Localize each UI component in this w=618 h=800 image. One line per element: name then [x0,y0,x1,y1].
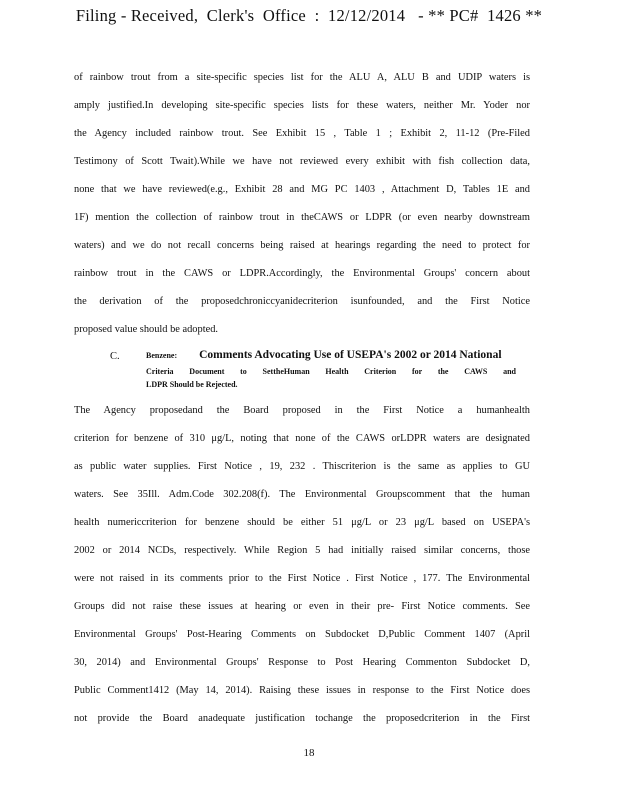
section-label: C. [110,351,120,362]
text-line: Environmental Groups' Post-Hearing Comments on Subdocket D,Public Comment 1407 (April [74,629,530,640]
text-line: criterion for benzene of 310 μg/L, noting that none of the CAWS orLDPR waters are designated [74,433,530,444]
section-subtitle-line: Criteria Document to SettheHuman Health Criterion for the CAWS and [146,367,516,376]
page-number: 18 [303,747,315,759]
text-line: the derivation of the proposedchroniccyanidecriterion isunfounded, and the First Notice [74,296,530,307]
section-title-text: Comments Advocating Use of USEPA's 2002 or 2014 National [199,349,502,361]
text-line: waters) and we do not recall concerns being raised at hearings regarding the need to protect for [74,240,530,251]
text-line: amply justified.In developing site-specific species lists for these waters, neither Mr. Yoder nor [74,100,530,111]
text-line: the Agency included rainbow trout. See Exhibit 15 , Table 1 ; Exhibit 2, 11-12 (Pre-Filed [74,128,530,139]
text-line: rainbow trout in the CAWS or LDPR.Accordingly, the Environmental Groups' concern about [74,268,530,279]
text-line: Public Comment1412 (May 14, 2014). Raising these issues in response to the First Notice does [74,685,530,696]
text-line: proposed value should be adopted. [74,324,218,335]
section-lead: Benzene: [146,351,178,360]
text-line: not provide the Board anadequate justification tochange the proposedcriterion in the First [74,713,530,724]
text-line: as public water supplies. First Notice , 19, 232 . Thiscriterion is the same as applies to GU [74,461,530,472]
section-subtitle-line: LDPR Should be Rejected. [146,380,238,389]
text-line: 1F) mention the collection of rainbow trout in theCAWS or LDPR (or even nearby downstream [74,212,530,223]
text-line: were not raised in its comments prior to the First Notice . First Notice , 177. The Environmental [74,573,530,584]
text-line: 30, 2014) and Environmental Groups' Response to Post Hearing Commenton Subdocket D, [74,657,530,668]
text-line: The Agency proposedand the Board proposed in the First Notice a humanhealth [74,405,530,416]
filing-header: Filing - Received, Clerk's Office : 12/12/2014 - ** PC# 1426 ** [75,6,543,25]
text-line: health numericcriterion for benzene should be either 51 μg/L or 23 μg/L based on USEPA's [74,517,530,528]
text-line: none that we have reviewed(e.g., Exhibit 28 and MG PC 1403 , Attachment D, Tables 1E and [74,184,530,195]
text-line: of rainbow trout from a site-specific species list for the ALU A, ALU B and UDIP waters is [74,72,530,83]
text-line: waters. See 35Ill. Adm.Code 302.208(f). The Environmental Groupscomment that the human [74,489,530,500]
section-title [146,349,502,361]
text-line: Groups did not raise these issues at hearing or even in their pre- First Notice comments. See [74,601,530,612]
text-line: Testimony of Scott Twait).While we have not reviewed every exhibit with fish collection data, [74,156,530,167]
text-line: 2002 or 2014 NCDs, respectively. While Region 5 had initially raised similar concerns, those [74,545,530,556]
